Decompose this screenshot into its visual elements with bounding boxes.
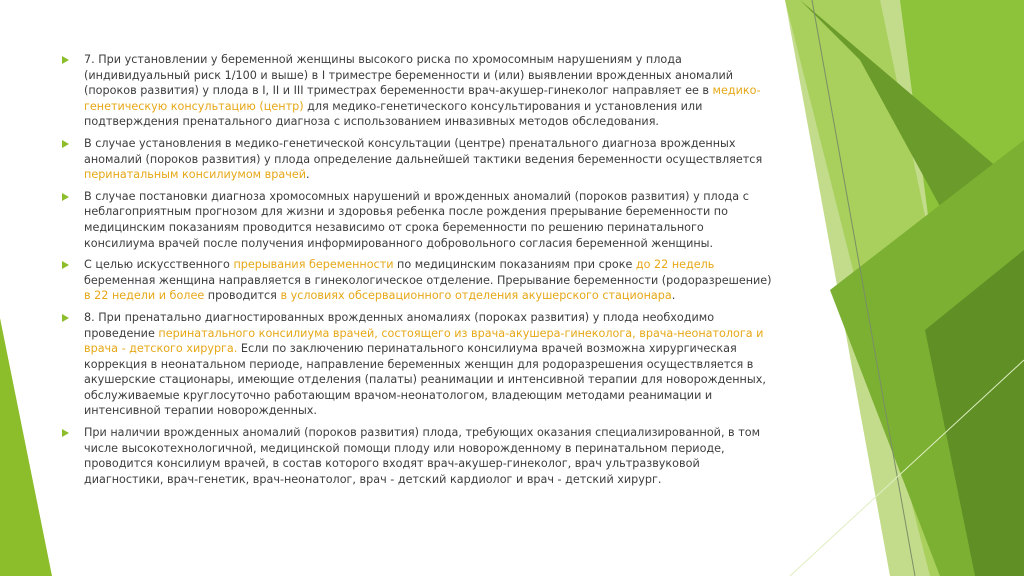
highlighted-text: прерывания беременности: [233, 258, 394, 272]
triangle-bullet-icon: [62, 314, 69, 322]
paragraph-text: Если по заключению перинатального консилиума врачей возможна хирургическая коррекция в неонатальном периоде, направление беременных женщин для родоразрешения осуществляется в акушерские стационары, имеющие отделения (палаты) реанимации и интенсивной терапии для новорожденных, обслуживаемые круглосуточно работающим врачом-неонатологом, владеющим методами реанимации и интенсивной терапии новорожденных.: [84, 342, 766, 418]
highlighted-text: в 22 недели и более: [84, 289, 205, 303]
paragraph-text: В случае установления в медико-генетической консультации (центре) пренатального диагноза врожденных аномалий (пороков развития) у плода определение дальнейшей тактики ведения беременности осуществляется: [84, 136, 763, 166]
paragraph-text: С целью искусственного: [84, 258, 234, 272]
bullet-paragraph: [62, 310, 774, 419]
triangle-bullet-icon: [62, 140, 69, 148]
left-green-wedge: [0, 318, 52, 576]
paragraph-text: 7. При установлении у беременной женщины высокого риска по хромосомным нарушениям у плода (индивидуальный риск 1/100 и выше) в I триместре беременности и (или) выявлении врожденных аномалий (пороков развития) у плода в I, II и III триместрах беременности врач-акушер-гинеколог направляет ее в: [84, 53, 734, 98]
bullet-paragraph: [62, 425, 774, 487]
highlighted-text: в условиях обсервационного отделения акушерского стационара: [280, 289, 672, 303]
paragraph-text: беременная женщина направляется в гинекологическое отделение. Прерывание беременности (родоразрешение): [84, 273, 772, 287]
highlighted-text: медико-генетическую консультацию (центр): [84, 84, 761, 113]
paragraph-text: по медицинским показаниям при сроке: [393, 258, 636, 272]
bullet-paragraph: [62, 257, 774, 304]
bullet-paragraph: [62, 189, 774, 251]
triangle-bullet-icon: [62, 193, 69, 201]
bullet-paragraph: [62, 52, 774, 130]
paragraph-text: проводится: [204, 289, 281, 303]
bullet-paragraph: [62, 136, 774, 183]
triangle-bullet-icon: [62, 429, 69, 437]
triangle-bullet-icon: [62, 261, 69, 269]
paragraph-text: для медико-генетического консультирования и установления или подтверждения пренатального диагноза с использованием инвазивных методов обследования.: [84, 99, 703, 129]
paragraph-text: .: [305, 168, 310, 182]
paragraph-text: 8. При пренатально диагностированных врожденных аномалиях (пороках развития) у плода необходимо проведение: [84, 310, 715, 340]
slide-body-text: [62, 52, 774, 493]
highlighted-text: перинатального консилиума врачей, состоящего из врача-акушера-гинеколога, врача-неонатолога и врача - детского хирурга.: [84, 326, 764, 356]
paragraph-text: При наличии врожденных аномалий (пороков развития) плода, требующих оказания специализированной, в том числе высокотехнологичной, медицинской помощи плоду или новорожденному в перинатальном периоде, проводится консилиум врачей, в состав которого входят врач-акушер-гинеколог, врач ультразвуковой диагностики, врач-генетик, врач-неонатолог, врач - детский кардиолог и врач - детский хирург.: [84, 426, 761, 486]
triangle-bullet-icon: [62, 56, 69, 64]
paragraph-text: .: [671, 289, 676, 303]
highlighted-text: до 22 недель: [635, 258, 715, 272]
paragraph-text: В случае постановки диагноза хромосомных нарушений и врожденных аномалий (пороков развития) у плода с неблагоприятным прогнозом для жизни и здоровья ребенка после рождения прерывание беременности по медицинским показаниям проводится независимо от срока беременности по решению перинатального консилиума врачей после получения информированного добровольного согласия беременной женщины.: [84, 189, 749, 250]
highlighted-text: перинатальным консилиумом врачей: [84, 168, 306, 182]
